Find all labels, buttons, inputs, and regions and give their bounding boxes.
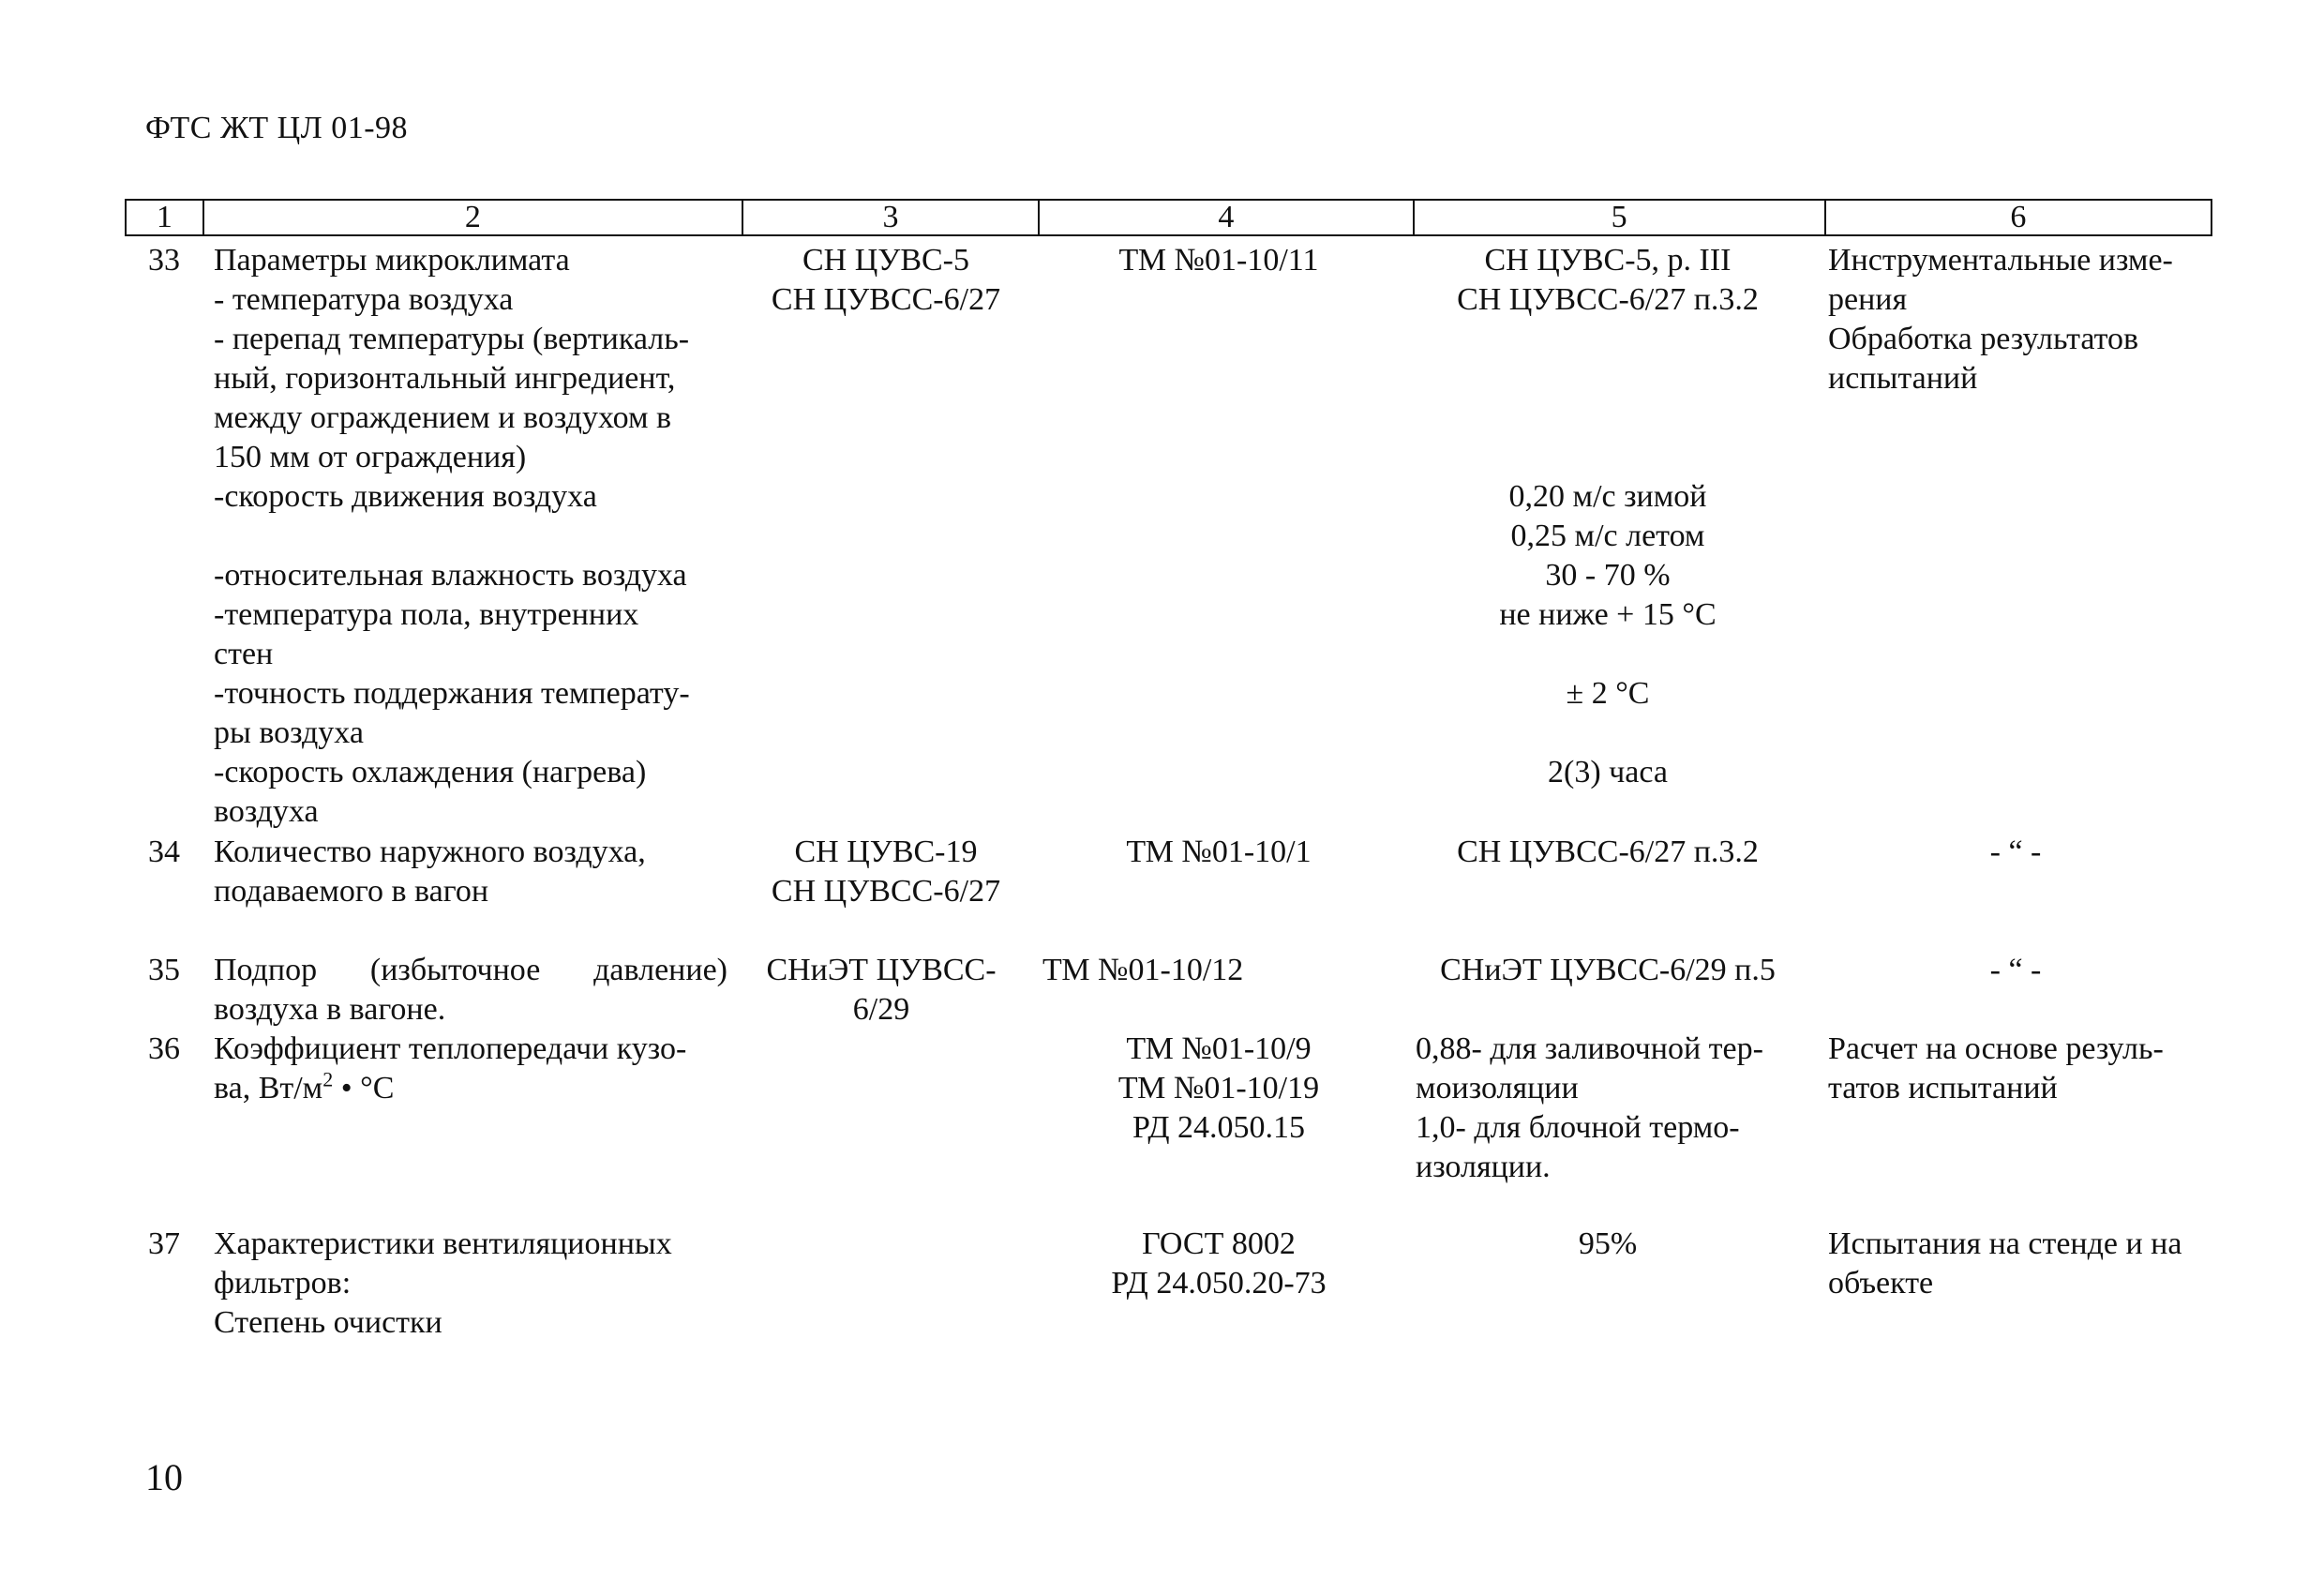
row-number: 36 xyxy=(148,1031,180,1066)
test-type xyxy=(1828,1225,2212,1303)
unit-text: ва, Вт/м xyxy=(214,1071,323,1105)
parameter-text xyxy=(214,1030,686,1108)
text-line: воздуха xyxy=(214,794,319,829)
norm-value xyxy=(1416,1030,1819,1187)
text-line: подаваемого в вагон xyxy=(214,874,489,909)
text-line: -точность поддержания температу- xyxy=(214,676,690,711)
text-line: СНиЭТ ЦУВСС- xyxy=(766,953,997,987)
text-line: ± 2 °С xyxy=(1566,676,1650,711)
text-line: СН ЦУВС-5, р. III xyxy=(1484,243,1732,278)
parameter-text xyxy=(214,951,727,1030)
table-column-header-row xyxy=(125,199,2212,236)
parameter-text xyxy=(214,1225,672,1343)
column-number-6: 6 xyxy=(2010,200,2027,234)
text-line: СН ЦУВС-19 xyxy=(794,835,978,869)
text-line-blank xyxy=(214,517,690,556)
text-line: ный, горизонтальный ингредиент, xyxy=(214,361,676,396)
text-line: РД 24.050.15 xyxy=(1132,1110,1306,1145)
text-line: -температура пола, внутренних xyxy=(214,597,639,632)
text-line: -скорость движения воздуха xyxy=(214,479,597,514)
text-line: 0,88- для заливочной тер- xyxy=(1416,1031,1763,1066)
text-line: - перепад температуры (вертикаль- xyxy=(214,322,690,356)
text-line: татов испытаний xyxy=(1828,1071,2058,1105)
text-line: ры воздуха xyxy=(214,715,364,750)
text-line-justified xyxy=(214,951,727,990)
test-type-ditto: - “ - xyxy=(1989,953,2042,987)
text-line: Испытания на стенде и на xyxy=(1828,1226,2182,1261)
column-number-2: 2 xyxy=(204,201,743,234)
row-number: 35 xyxy=(148,953,180,987)
text-line: 30 - 70 % xyxy=(1545,558,1671,593)
text-line: Степень очистки xyxy=(214,1305,442,1340)
text-line: ТМ №01-10/11 xyxy=(1118,243,1319,278)
text-line: СН ЦУВСС-6/27 xyxy=(771,282,1001,317)
text-line: 6/29 xyxy=(852,992,910,1027)
word: Подпор xyxy=(214,953,318,987)
text-line: Параметры микроклимата xyxy=(214,243,570,278)
norm-value xyxy=(1406,1225,1809,1264)
text-line: РД 24.050.20-73 xyxy=(1111,1266,1327,1301)
text-line: Обработка результатов xyxy=(1828,322,2139,356)
text-line: Характеристики вентиляционных xyxy=(214,1226,672,1261)
text-line: 0,20 м/с зимой xyxy=(1508,479,1707,514)
reference-standard xyxy=(741,951,1022,1030)
text-line: -скорость охлаждения (нагрева) xyxy=(214,755,647,789)
unit-text: • °С xyxy=(333,1071,395,1105)
text-line: Расчет на основе резуль- xyxy=(1828,1031,2164,1066)
text-line: Инструментальные изме- xyxy=(1828,243,2173,278)
norm-value-temp-accuracy xyxy=(1406,674,1809,714)
test-method xyxy=(1041,1225,1397,1303)
test-method: ТМ №01-10/12 xyxy=(1042,953,1244,987)
norm-value: СНиЭТ ЦУВСС-6/29 п.5 xyxy=(1440,953,1776,987)
text-line: воздуха в вагоне. xyxy=(214,992,446,1027)
test-type-ditto: - “ - xyxy=(1989,835,2042,869)
parameter-text xyxy=(214,241,690,832)
column-number-1: 1 xyxy=(127,201,204,234)
text-line: испытаний xyxy=(1828,361,1978,396)
text-line: -относительная влажность воздуха xyxy=(214,558,687,593)
test-method xyxy=(1041,1030,1397,1148)
row-number: 34 xyxy=(148,835,180,869)
text-line: 0,25 м/с летом xyxy=(1510,519,1705,553)
text-line: между ограждением и воздухом в xyxy=(214,400,672,435)
text-line: 95% xyxy=(1578,1226,1638,1261)
unit-superscript: 2 xyxy=(322,1067,334,1091)
reference-standard xyxy=(741,833,1031,911)
text-line: Коэффициент теплопередачи кузо- xyxy=(214,1031,687,1066)
text-line: 2(3) часа xyxy=(1548,755,1668,789)
row-number: 37 xyxy=(148,1226,180,1261)
test-method xyxy=(1041,241,1397,280)
norm-value-air-speed xyxy=(1406,477,1809,635)
text-line: ТМ №01-10/9 xyxy=(1126,1031,1312,1066)
row-number: 33 xyxy=(148,243,180,278)
text-line: - температура воздуха xyxy=(214,282,514,317)
text-line: СН ЦУВСС-6/27 xyxy=(771,874,1001,909)
text-line: стен xyxy=(214,637,274,671)
test-type xyxy=(1828,1030,2212,1108)
text-line: Количество наружного воздуха, xyxy=(214,835,646,869)
text-line: СН ЦУВСС-6/27 п.3.2 xyxy=(1457,282,1759,317)
page-number: 10 xyxy=(145,1456,183,1498)
document-header: ФТС ЖТ ЦЛ 01-98 xyxy=(145,111,409,145)
test-type xyxy=(1828,241,2212,398)
column-number-5: 5 xyxy=(1415,201,1826,234)
column-number-3: 3 xyxy=(743,201,1040,234)
text-line: 1,0- для блочной термо- xyxy=(1416,1110,1740,1145)
text-line: моизоляции xyxy=(1416,1071,1579,1105)
text-line: рения xyxy=(1828,282,1908,317)
text-line: объекте xyxy=(1828,1266,1934,1301)
text-line: 150 мм от ограждения) xyxy=(214,440,527,474)
text-line: ТМ №01-10/1 xyxy=(1126,835,1312,869)
text-line: изоляции. xyxy=(1416,1150,1551,1184)
norm-value xyxy=(1406,833,1809,872)
text-line: ТМ №01-10/19 xyxy=(1117,1071,1320,1105)
text-line: ГОСТ 8002 xyxy=(1142,1226,1296,1261)
norm-value xyxy=(1406,241,1809,320)
text-line: СН ЦУВСС-6/27 п.3.2 xyxy=(1457,835,1759,869)
reference-standard xyxy=(741,241,1031,320)
text-line: фильтров: xyxy=(214,1266,352,1301)
word: (избыточное xyxy=(369,953,541,987)
text-line: СН ЦУВС-5 xyxy=(802,243,970,278)
column-number-4: 4 xyxy=(1040,201,1414,234)
text-line: не ниже + 15 °С xyxy=(1499,597,1717,632)
parameter-text xyxy=(214,833,646,911)
text-line-with-unit xyxy=(214,1069,686,1108)
word: давление) xyxy=(593,953,727,987)
test-method xyxy=(1041,833,1397,872)
norm-value-cooling-speed xyxy=(1406,753,1809,792)
